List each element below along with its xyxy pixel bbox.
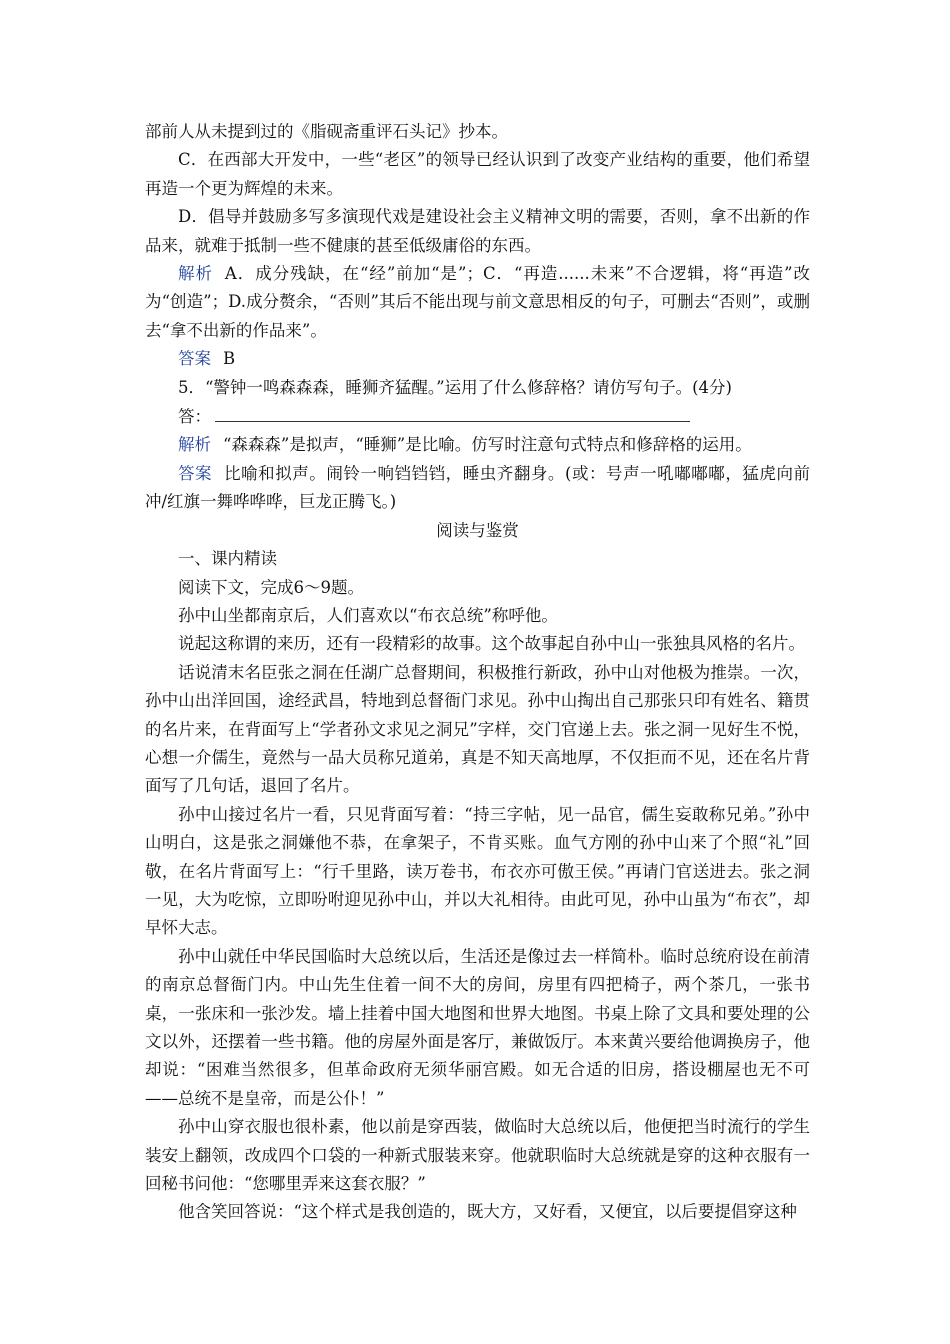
analysis-label: 解析 xyxy=(178,264,213,284)
answer-label: 答案 xyxy=(178,349,211,369)
answer-label: 答案 xyxy=(178,463,213,483)
paragraph: 孙中山坐都南京后，人们喜欢以“布衣总统”称呼他。 xyxy=(178,605,558,625)
paragraph: 说起这称谓的来历，还有一段精彩的故事。这个故事起自孙中山一张独具风格的名片。 xyxy=(178,634,805,654)
subsection-heading: 一、课内精读 xyxy=(178,549,277,569)
analysis-text: A．成分残缺，在“经”前加“是”；C．“再造......未来”不合逻辑，将“再造”改为“创造”；D.成分赘余，“否则”其后不能出现与前文意思相反的句子，可删去“否则”，或删去“拿不出新的作品来”。 xyxy=(145,264,810,340)
paragraph: 孙中山接过名片一看，只见背面写着：“持三字帖，见一品官，儒生妄敢称兄弟。”孙中山明白，这是张之洞嫌他不恭，在拿架子，不肯买账。血气方刚的孙中山来了个照“礼”回敬，在名片背面写上：“行千里路，读万卷书，布衣亦可傲王侯。”再请门官送进去。张之洞一见，大为吃惊，立即吩咐迎见孙中山，并以大礼相待。由此可见，孙中山虽为“布衣”，却早怀大志。 xyxy=(145,804,810,938)
answer-prefix: 答： xyxy=(178,407,211,427)
option-d: D．倡导并鼓励多写多演现代戏是建设社会主义精神文明的需要，否则，拿不出新的作品来，就难于抵制一些不健康的甚至低级庸俗的东西。 xyxy=(145,207,810,255)
answer-text: 比喻和拟声。闹铃一响铛铛铛，睡虫齐翻身。(或：号声一吼嘟嘟嘟，猛虎向前冲/红旗一舞哗哗哗，巨龙正腾飞。) xyxy=(145,463,811,512)
answer-blank-line xyxy=(145,402,810,431)
analysis-4 xyxy=(145,260,810,345)
analysis-text: “森森森”是拟声，“睡狮”是比喻。仿写时注意句式特点和修辞格的运用。 xyxy=(223,435,752,455)
paragraph: 话说清末名臣张之洞在任湖广总督期间，积极推行新政，孙中山对他极为推崇。一次，孙中山出洋回国，途经武昌，特地到总督衙门求见。孙中山掏出自己那张只印有姓名、籍贯的名片来，在背面写上“学者孙文求见之洞兄”字样，交门官递上去。张之洞一见好生不悦，心想一介儒生，竟然与一品大员称兄道弟，真是不知天高地厚，不仅拒而不见，还在名片背面写了几句话，退回了名片。 xyxy=(145,662,810,796)
text-line: 部前人从未提到过的《脂砚斋重评石头记》抄本。 xyxy=(145,122,508,141)
instruction: 阅读下文，完成6～9题。 xyxy=(178,577,364,597)
paragraph: 孙中山就任中华民国临时大总统以后，生活还是像过去一样简朴。临时总统府设在前清的南京总督衙门内。中山先生住着一间不大的房间，房里有四把椅子，两个茶几，一张书桌，一张床和一张沙发。墙上挂着中国大地图和世界大地图。书桌上除了文具和要处理的公文以外，还摆着一些书籍。他的房屋外面是客厅，兼做饭厅。本来黄兴要给他调换房子，他却说：“困难当然很多，但革命政府无须华丽宫殿。如无合适的旧房，搭设棚屋也无不可——总统不是皇帝，而是公仆！” xyxy=(145,946,810,1108)
section-heading: 阅读与鉴赏 xyxy=(436,520,519,540)
analysis-label: 解析 xyxy=(178,435,211,455)
paragraph: 孙中山穿衣服也很朴素，他以前是穿西装，做临时大总统以后，他便把当时流行的学生装安上翻领，改成四个口袋的一种新式服装来穿。他就职临时大总统就是穿的这种衣服有一回秘书问他：“您哪里弄来这套衣服？” xyxy=(145,1117,810,1194)
paragraph: 他含笑回答说：“这个样式是我创造的，既大方，又好看，又便宜，以后要提倡穿这种 xyxy=(178,1202,797,1222)
analysis-5 xyxy=(145,431,810,459)
page-content xyxy=(145,118,810,1227)
option-c: C．在西部大开发中，一些“老区”的领导已经认识到了改变产业结构的重要，他们希望再造一个更为辉煌的未来。 xyxy=(145,150,810,198)
answer-5 xyxy=(145,460,810,517)
answer-text: B xyxy=(223,349,236,369)
answer-4 xyxy=(145,345,810,373)
question-5: 5．“警钟一鸣森森森，睡狮齐猛醒。”运用了什么修辞格？请仿写句子。(4分) xyxy=(178,377,732,397)
answer-underline[interactable] xyxy=(215,402,690,422)
